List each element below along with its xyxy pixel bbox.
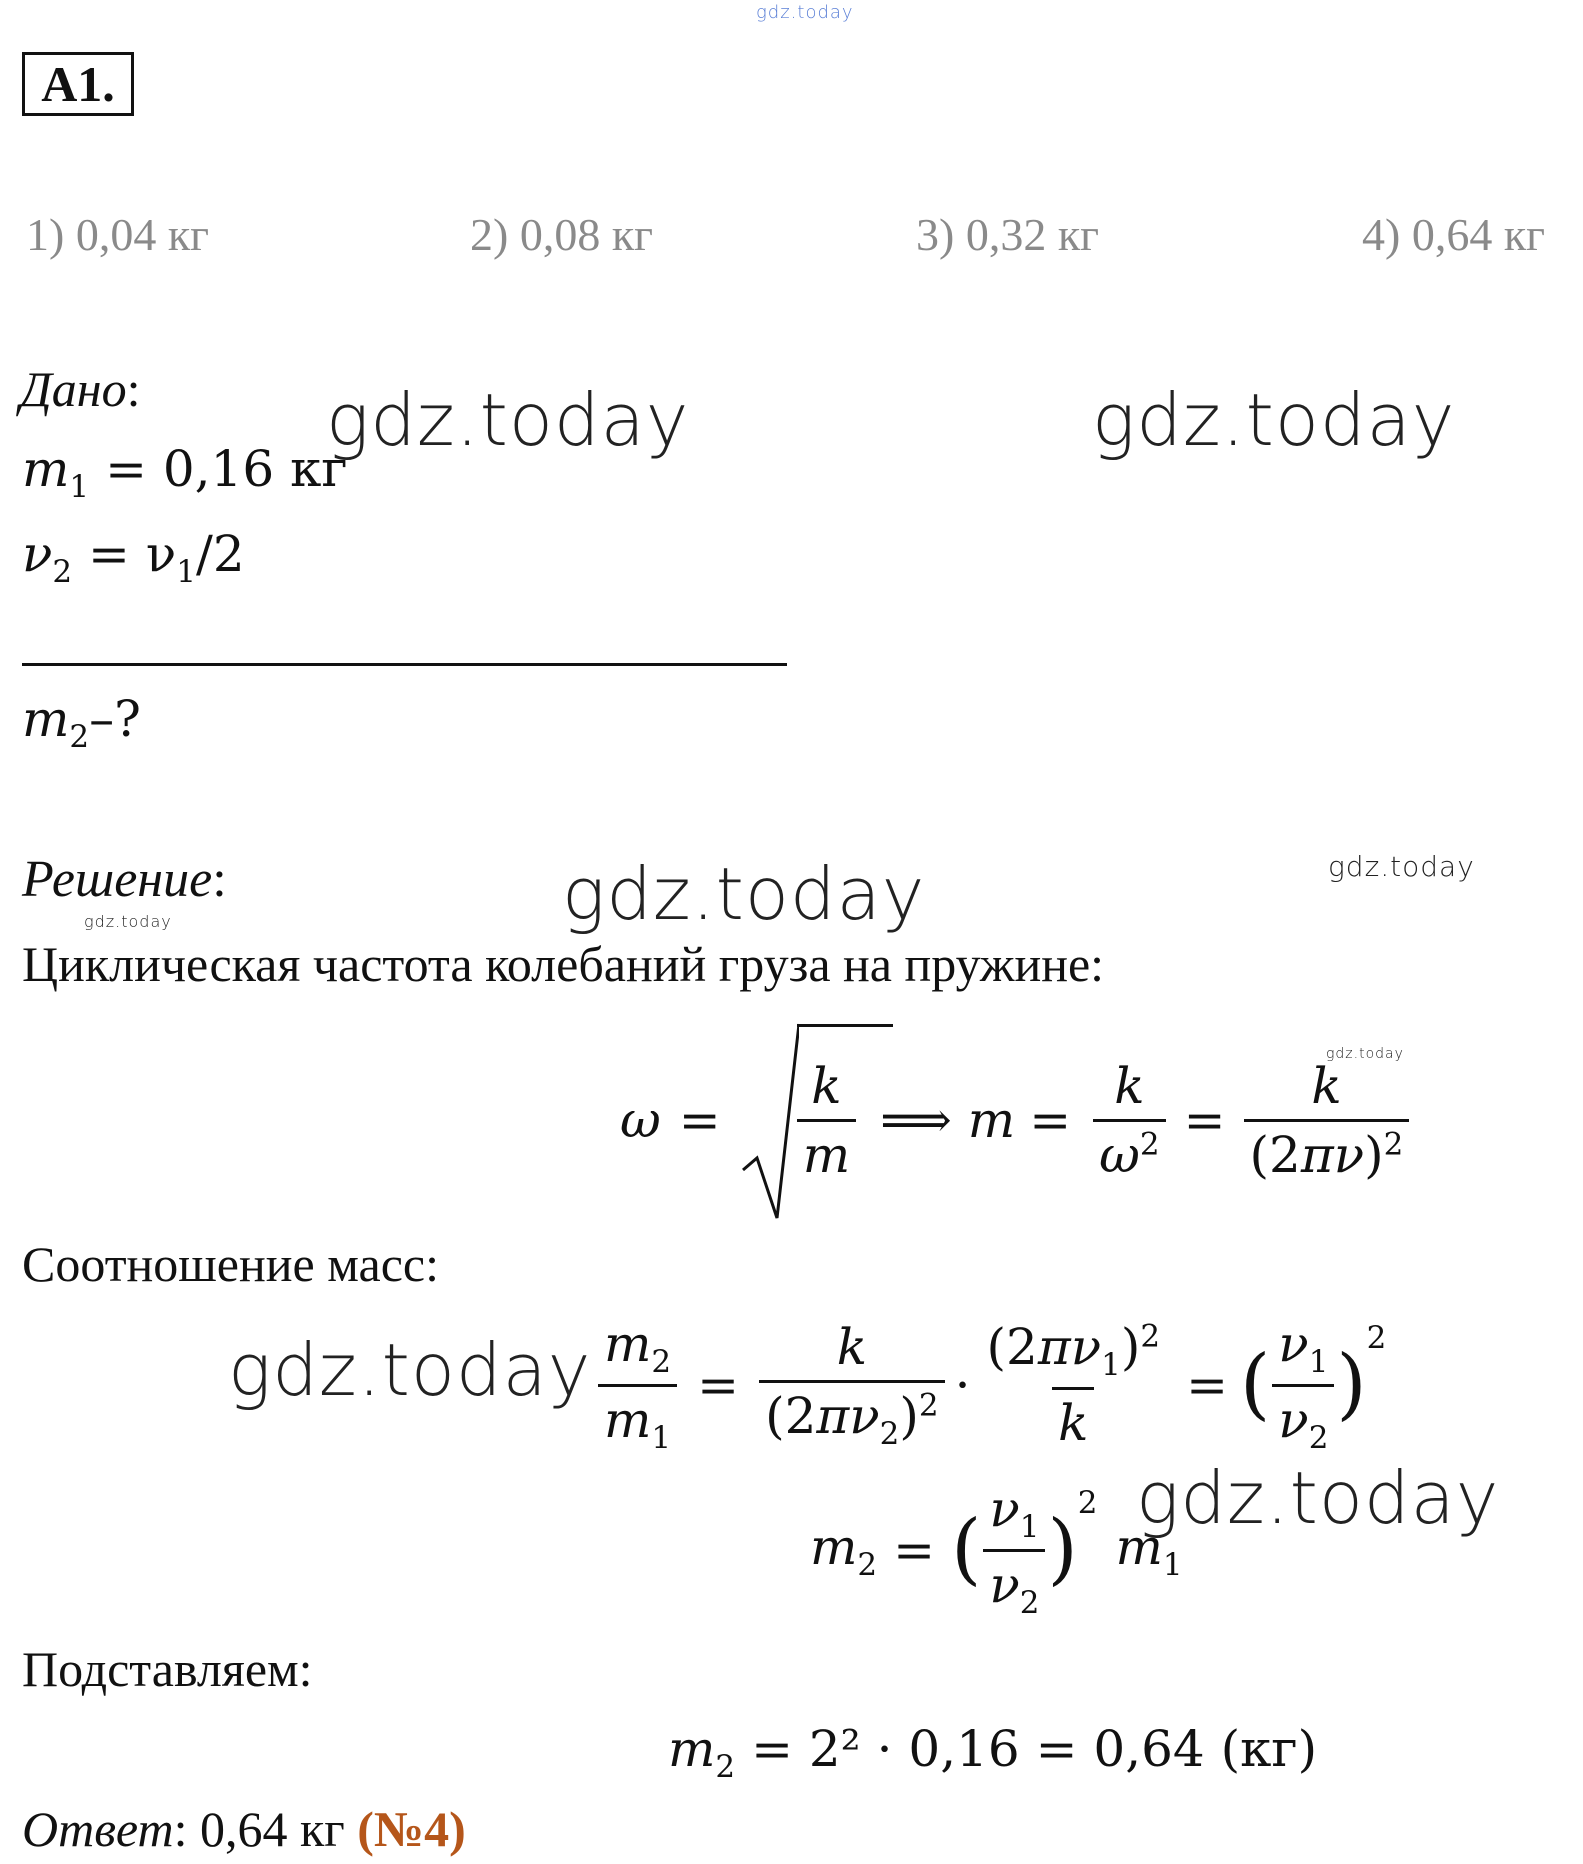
given-find: $m_2-$? xyxy=(22,690,141,755)
option-2: 2) 0,08 кг xyxy=(470,209,654,260)
given-title-text: Дано xyxy=(20,361,127,417)
formula-mass-ratio: $\frac{m_2}{m_1}$ = $\frac{k}{(2\pi\nu_2)^2}$ · $\frac{(2\pi\nu_1)^2}{k}$ = ( $\frac{\nu_1}{\nu_2}$ ) $^2$ xyxy=(590,1310,1386,1460)
answer-label: Ответ xyxy=(22,1801,174,1857)
watermark-8: gdz.today xyxy=(1136,1456,1500,1540)
option-3: 3) 0,32 кг xyxy=(916,209,1100,260)
sqrt-radical-icon xyxy=(739,1020,799,1220)
watermark-4: gdz.today xyxy=(1328,850,1475,883)
task-label-text: А1. xyxy=(41,56,115,112)
task-label xyxy=(22,52,134,116)
formula-m2: $m_2$ = ( $\frac{\nu_1}{\nu_2}$ ) $^2$ $m_1$ xyxy=(810,1479,1183,1621)
watermark-top: gdz.today xyxy=(756,2,854,23)
given-nu-relation: = ν xyxy=(88,525,177,583)
solution-line-1: Циклическая частота колебаний груза на пружине: xyxy=(22,936,1105,992)
sqrt-sign: $\frac{k}{m}$ xyxy=(739,1020,864,1220)
watermark-7: gdz.today xyxy=(228,1328,592,1412)
answer-choice: (№4) xyxy=(357,1801,466,1857)
answer-value: 0,64 кг xyxy=(199,1801,345,1857)
given-nu: $\nu_2 = \nu_1/2$ xyxy=(22,525,245,590)
given-divider xyxy=(22,663,787,666)
formula-final-text: = 2² · 0,16 = 0,64 (кг) xyxy=(751,1720,1318,1778)
formula-omega: ω = $\frac{k}{m}$ ⟹ m = $\frac{k}{\omega^2}$ = $\frac{k}{(2\pi\nu)^2}$ xyxy=(620,1020,1417,1220)
watermark-6: gdz.today xyxy=(1326,1046,1404,1062)
watermark-1: gdz.today xyxy=(326,378,690,462)
option-1: 1) 0,04 кг xyxy=(26,209,210,260)
solution-line-3: Подставляем: xyxy=(22,1641,313,1697)
given-m1: $m_1 = 0,16$ кг xyxy=(22,440,348,505)
option-4: 4) 0,64 кг xyxy=(1362,209,1546,260)
given-title: Дано: xyxy=(20,361,141,417)
given-find-text: –? xyxy=(89,690,141,748)
formula-final: $m_2 = 2^2 \cdot 0,16 = 0,64$ (кг) xyxy=(668,1720,1318,1785)
watermark-5: gdz.today xyxy=(84,912,172,931)
solution-title-text: Решение xyxy=(22,851,213,908)
answer-line: Ответ: 0,64 кг (№4) xyxy=(22,1801,466,1857)
solution-title: Решение: xyxy=(22,851,227,908)
watermark-3: gdz.today xyxy=(562,852,926,936)
watermark-2: gdz.today xyxy=(1092,378,1456,462)
solution-line-2: Соотношение масс: xyxy=(22,1236,439,1292)
given-m1-value: = 0,16 кг xyxy=(105,440,348,498)
